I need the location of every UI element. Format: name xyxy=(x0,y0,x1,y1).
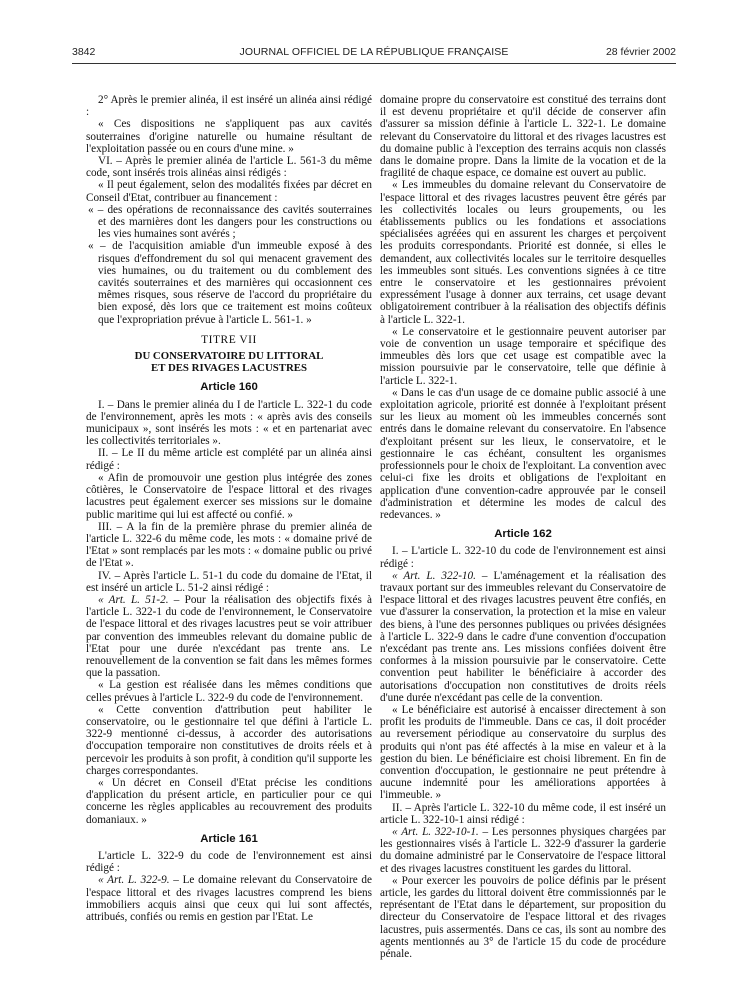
paragraph: « La gestion est réalisée dans les mêmes conditions que celles prévues à l'article L. 322-9 du code de l'environnement. xyxy=(86,679,372,704)
paragraph: « Le conservatoire et le gestionnaire peuvent autoriser par voie de convention un usage temporaire et spécifique des immeubles dès lors que cet usage est compatible avec la mission poursuivie par le conservatoire, telle que définie à l'article L. 322-1. xyxy=(380,325,666,387)
paragraph: L'article L. 322-9 du code de l'environnement est ainsi rédigé : xyxy=(86,849,372,875)
left-column xyxy=(86,94,372,974)
page-number: 3842 xyxy=(72,46,96,58)
paragraph: I. – L'article L. 322-10 du code de l'environnement est ainsi rédigé : xyxy=(380,545,666,570)
paragraph: « Dans le cas d'un usage de ce domaine public associé à une exploitation agricole, priorité est donnée à l'exploitant présent sur les lieux au moment où les immeubles concernés sont entrés dans le domaine relevant du conservatoire. En l'absence d'exploitant présent sur les lieux, le conservatoire, et le gestionnaire le cas échéant, consultent les organismes professionnels pour le choix de l'exploitant. La convention avec celui-ci fixe les droits et obligations de l'exploitant en application d'une convention-cadre approuvée par le conseil d'administration et détermine les modes de calcul des redevances. » xyxy=(380,386,666,521)
paragraph: « Les immeubles du domaine relevant du Conservatoire de l'espace littoral et des rivages lacustres peuvent être gérés par les collectivités locales ou leurs groupements, ou les établissements publics ou les fondations et associations spécialisées agréées qui en assurent les charges et perçoivent les produits correspondants. Priorité est donnée, si elles le demandent, aux collectivités locales sur le territoire desquelles les immeubles sont situés. Les conventions signées à ce titre entre le conservatoire et les gestionnaires prévoient expressément l'usage à donner aux terrains, cet usage devant obligatoirement contribuer à la réalisation des objectifs définis à l'article L. 322-1. xyxy=(380,179,666,326)
paragraph xyxy=(380,826,666,875)
paragraph: « Afin de promouvoir une gestion plus intégrée des zones côtières, le Conservatoire de l'espace littoral et des rivages lacustres peut également exercer ses missions sur le domaine public maritime qui lui est affecté ou confié. » xyxy=(86,471,372,521)
paragraph xyxy=(86,874,372,923)
paragraph: « Ces dispositions ne s'appliquent pas aux cavités souterraines d'origine naturelle ou humaine résultant de l'exploitation passée ou en cours d'une mine. » xyxy=(86,118,372,155)
paragraph: III. – A la fin de la première phrase du premier alinéa de l'article L. 322-6 du même code, les mots : « domaine privé de l'Etat » sont remplacés par les mots : « domaine public ou privé de l'Etat ». xyxy=(86,520,372,570)
paragraph: II. – Le II du même article est complété par un alinéa ainsi rédigé : xyxy=(86,447,372,472)
paragraph: IV. – Après l'article L. 51-1 du code du domaine de l'Etat, il est inséré un article L. 51-2 ainsi rédigé : xyxy=(86,569,372,594)
paragraph-text: – Les personnes physiques chargées par les gestionnaires visés à l'article L. 322-9 d'assurer la garderie du domaine administré par le Conservatoire de l'espace littoral et des rivages lacustres constituent les gardes du littoral. xyxy=(380,825,666,875)
paragraph: II. – Après l'article L. 322-10 du même code, il est inséré un article L. 322-10-1 ainsi rédigé : xyxy=(380,801,666,826)
paragraph: « Le bénéficiaire est autorisé à encaisser directement à son profit les produits de l'immeuble. Dans ce cas, il doit procéder au reversement périodique au conservatoire du surplus des produits qui n'ont pas été affectés à la mise en valeur et à la gestion du bien. Le bénéficiaire est choisi librement. En fin de convention d'occupation, le gestionnaire ne peut prétendre à aucune indemnité pour les améliorations apportées à l'immeuble. » xyxy=(380,703,666,802)
list-item: « – des opérations de reconnaissance des cavités souterraines et des marnières dont les dangers pour les constructions ou les vies humaines sont avérés ; xyxy=(88,203,372,241)
article-heading-162: Article 162 xyxy=(494,528,552,541)
paragraph: « Pour exercer les pouvoirs de police définis par le présent article, les gardes du littoral doivent être commissionnés par le représentant de l'Etat dans le département, sur proposition du directeur du Conservatoire de l'espace littoral et des rivages lacustres, puis assermentés. Dans ce cas, ils sont au nombre des agents mentionnés au 3° de l'article 15 du code de procédure pénale. xyxy=(380,874,666,961)
subtitle-line-2: ET DES RIVAGES LACUSTRES xyxy=(151,362,307,375)
paragraph-text: – L'aménagement et la réalisation des travaux portant sur des immeubles relevant du Conservatoire de l'espace littoral et des rivages lacustres peuvent être confiés, en vue d'assurer la conservation, la protection et la mise en valeur des biens, à l'une des personnes publiques ou privées désignées à l'article L. 322-9 dans le cadre d'une convention d'occupation n'excédant pas trente ans. Les missions confiées doivent être conformes à la mission poursuivie par le conservatoire. Cette convention peut habiliter le bénéficiaire à accorder des autorisations d'occupation non constitutives de droits réels d'une durée n'excédant pas celle de la convention. xyxy=(380,569,666,704)
article-heading-161: Article 161 xyxy=(200,832,258,845)
page-header xyxy=(72,46,676,62)
paragraph: « Un décret en Conseil d'Etat précise les conditions d'application du présent article, en particulier pour ce qui concerne les règles applicables au recouvrement des produits domaniaux. » xyxy=(86,776,372,826)
paragraph-text: – Pour la réalisation des objectifs fixés à l'article L. 322-1 du code de l'environnement, le Conservatoire de l'espace littoral et des rivages lacustres peut se voir attribuer par convention des immeubles relevant du domaine public de l'Etat pour une durée n'excédant pas trente ans. Le renouvellement de la convention se fait dans les mêmes formes que la passation. xyxy=(86,593,372,680)
article-reference: « Art. L. 322-9. xyxy=(98,874,170,887)
paragraph: « Cette convention d'attribution peut habiliter le conservatoire, ou le gestionnaire tel que défini à l'article L. 322-9 mentionné ci-dessus, à accorder des autorisations d'occupation temporaire non constitutives de droits réels et à percevoir les produits à son profit, à condition qu'il supporte les charges correspondantes. xyxy=(86,703,372,777)
article-reference: « Art. L. 51-2. xyxy=(98,593,169,606)
list-item: « – de l'acquisition amiable d'un immeuble exposé à des risques d'effondrement du sol qui menacent gravement des vies humaines, ou du traitement ou du comblement des cavités souterraines et des marnières qui occasionnent ces mêmes risques, sous réserve de l'accord du propriétaire du bien exposé, dès lors que ce traitement est moins coûteux que l'expropriation prévue à l'article L. 561-1. » xyxy=(88,240,372,326)
title-heading: TITRE VII xyxy=(201,333,257,346)
article-reference: « Art. L. 322-10. xyxy=(392,569,476,582)
paragraph xyxy=(86,594,372,679)
paragraph: « Il peut également, selon des modalités fixées par décret en Conseil d'Etat, contribuer au financement : xyxy=(86,179,372,204)
paragraph: I. – Dans le premier alinéa du I de l'article L. 322-1 du code de l'environnement, après les mots : « après avis des conseils municipaux », sont insérés les mots : « et en partenariat avec les collectivités territoriales ». xyxy=(86,398,372,448)
article-reference: « Art. L. 322-10-1. xyxy=(392,825,479,838)
paragraph xyxy=(380,570,666,704)
paragraph: 2° Après le premier alinéa, il est inséré un alinéa ainsi rédigé : xyxy=(86,94,372,119)
header-rule xyxy=(72,63,676,64)
publication-date: 28 février 2002 xyxy=(605,46,676,58)
paragraph: VI. – Après le premier alinéa de l'article L. 561-3 du même code, sont insérés trois alinéas ainsi rédigés : xyxy=(86,155,372,180)
article-heading-160: Article 160 xyxy=(200,381,258,394)
paragraph: domaine propre du conservatoire est constitué des terrains dont il est devenu propriétaire et qu'il décide de conserver afin d'assurer sa mission définie à l'article L. 322-1. Le domaine relevant du Conservatoire du littoral et des rivages lacustres est du domaine public à l'exception des terrains acquis non classés dans le domaine propre. Dans la limite de la vocation et de la fragilité de chaque espace, ce domaine est ouvert au public. xyxy=(380,94,666,180)
journal-title: JOURNAL OFFICIEL DE LA RÉPUBLIQUE FRANÇAISE xyxy=(239,46,509,58)
subtitle-line-1: DU CONSERVATOIRE DU LITTORAL xyxy=(134,350,324,363)
right-column xyxy=(380,94,666,974)
paragraph-text: – Le domaine relevant du Conservatoire de l'espace littoral et des rivages lacustres comprend les biens immobiliers acquis ainsi que ceux qui lui sont affectés, attribués, confiés ou remis en gestion par l'Etat. Le xyxy=(86,874,372,923)
